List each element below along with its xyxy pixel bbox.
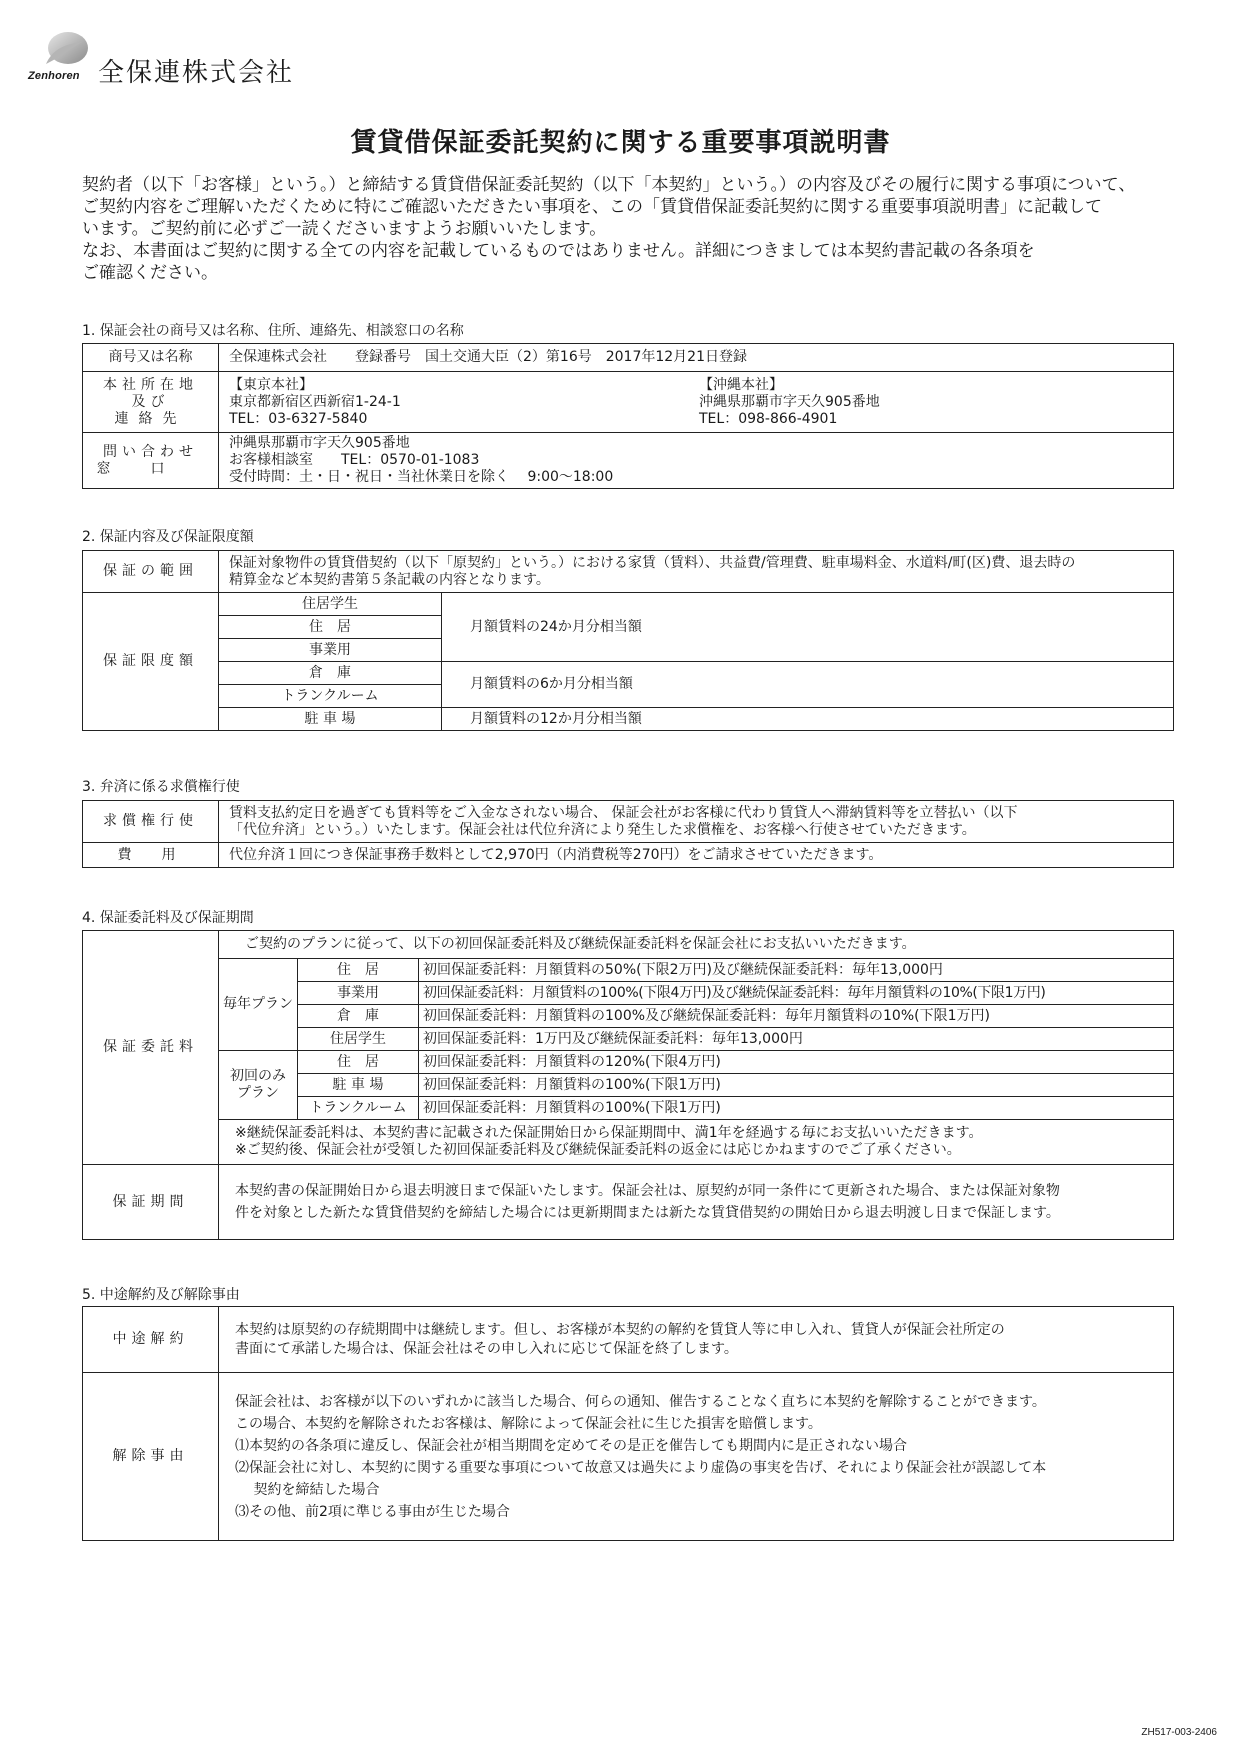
okinawa-office [689, 372, 1174, 433]
limit-row-type: 倉 庫 [219, 662, 442, 685]
range-line: 精算金など本契約書第５条記載の内容となります。 [229, 571, 550, 588]
inquiry-line: 受付時間：土・日・祝日・当社休業日を除く 9:00〜18:00 [229, 469, 614, 485]
section-3-title: 3. 弁済に係る求償権行使 [82, 779, 240, 795]
section-5-table [82, 1306, 1174, 1541]
recourse-body [219, 801, 1174, 843]
section-3-table [82, 800, 1174, 868]
annual-plan-label: 毎年プラン [219, 959, 298, 1051]
section-2-table [82, 550, 1174, 731]
fee-note: ※ご契約後、保証会社が受領した初回保証委託料及び継続保証委託料の返金には応じかねますのでご了承ください。 [235, 1142, 961, 1158]
section-4-title: 4. 保証委託料及び保証期間 [82, 910, 254, 926]
termination-body [219, 1373, 1174, 1541]
recourse-head: 求償権行使 [83, 801, 219, 843]
okinawa-line: 【沖縄本社】 [699, 376, 783, 393]
termination-head: 解除事由 [83, 1373, 219, 1541]
initial-plan-label [219, 1051, 298, 1120]
plan-row-type: 事業用 [298, 982, 419, 1005]
tokyo-line: TEL：03-6327-5840 [229, 410, 368, 427]
plan-row-type: 駐 車 場 [298, 1074, 419, 1097]
limit-row-type: 住 居 [219, 616, 442, 639]
section-4-table [82, 930, 1174, 1240]
plan-row-desc: 初回保証委託料：1万円及び継続保証委託料：毎年13,000円 [419, 1028, 1174, 1051]
intro-paragraph [82, 174, 1182, 284]
company-name: 全保連株式会社 [98, 58, 295, 88]
section-1-title: 1. 保証会社の商号又は名称、住所、連絡先、相談窓口の名称 [82, 323, 464, 339]
company-name-head: 商号又は名称 [83, 344, 219, 372]
tokyo-line: 【東京本社】 [229, 376, 313, 393]
fee-notes [219, 1120, 1174, 1165]
plan-row-desc: 初回保証委託料：月額賃料の100%及び継続保証委託料：毎年月額賃料の10%(下限1万円) [419, 1005, 1174, 1028]
section-2-title: 2. 保証内容及び保証限度額 [82, 529, 254, 545]
section-1-table [82, 343, 1174, 489]
limit-row-type: 駐 車 場 [219, 708, 442, 731]
limit-row-type: トランクルーム [219, 685, 442, 708]
head-line: 及び [131, 393, 170, 410]
inquiry-line: 沖縄県那覇市字天久905番地 [229, 435, 410, 451]
plan-row-type: 住 居 [298, 1051, 419, 1074]
limit-row-type: 事業用 [219, 639, 442, 662]
plan-row-desc: 初回保証委託料：月額賃料の100%(下限1万円) [419, 1074, 1174, 1097]
okinawa-line: TEL：098-866-4901 [699, 410, 838, 427]
cancel-line: 書面にて承諾した場合は、保証会社はその申し入れに応じて保証を終了します。 [235, 1340, 738, 1357]
fee-note: ※継続保証委託料は、本契約書に記載された保証開始日から保証期間中、満1年を経過する毎にお支払いいただきます。 [235, 1125, 983, 1141]
cancel-line: 本契約は原契約の存続期間中は継続します。但し、お客様が本契約の解約を賃貸人等に申し入れ、賃貸人が保証会社所定の [235, 1321, 1005, 1338]
head-line: 本社所在地 [103, 376, 198, 393]
initial-plan-line: 初回のみ [230, 1068, 286, 1084]
limit-amount: 月額賃料の24か月分相当額 [442, 593, 1174, 662]
plan-row-desc: 初回保証委託料：月額賃料の50%(下限2万円)及び継続保証委託料：毎年13,000円 [419, 959, 1174, 982]
termination-line: 保証会社は、お客様が以下のいずれかに該当した場合、何らの通知、催告することなく直ちに本契約を解除することができます。 [235, 1393, 1046, 1410]
section-5-title: 5. 中途解約及び解除事由 [82, 1287, 240, 1303]
head-line: 連絡先 [114, 410, 187, 427]
mid-cancel-body [219, 1307, 1174, 1373]
initial-plan-line: プラン [237, 1085, 279, 1101]
termination-line: ⑵保証会社に対し、本契約に関する重要な事項について故意又は過失により虚偽の事実を告げ、それにより保証会社が誤認して本 [235, 1459, 1047, 1476]
termination-line: 契約を締結した場合 [235, 1481, 380, 1498]
inquiry-body [219, 433, 1174, 489]
fee-head: 費 用 [83, 843, 219, 868]
range-line: 保証対象物件の賃貸借契約（以下「原契約」という。）における家賃（賃料）、共益費/管理費、駐車場料金、水道料/町(区)費、退去時の [229, 554, 1076, 571]
tokyo-line: 東京都新宿区西新宿1-24-1 [229, 393, 401, 410]
plan-row-type: トランクルーム [298, 1097, 419, 1120]
guarantee-limit-head: 保証限度額 [83, 593, 219, 731]
tokyo-office [219, 372, 690, 433]
guarantee-period-body [219, 1165, 1174, 1240]
limit-amount: 月額賃料の6か月分相当額 [442, 662, 1174, 708]
intro-line: います。ご契約前に必ずご一読くださいますようお願いいたします。 [82, 219, 607, 239]
limit-row-type: 住居学生 [219, 593, 442, 616]
termination-line: ⑶その他、前2項に準じる事由が生じた場合 [235, 1503, 510, 1520]
plan-row-desc: 初回保証委託料：月額賃料の100%(下限4万円)及び継続保証委託料：毎年月額賃料の10%(下限1万円) [419, 982, 1174, 1005]
period-line: 本契約書の保証開始日から退去明渡日まで保証いたします。保証会社は、原契約が同一条件にて更新された場合、または保証対象物 [235, 1183, 1060, 1199]
period-line: 件を対象とした新たな賃貸借契約を締結した場合には更新期間または新たな賃貸借契約の開始日から退去明渡し日まで保証します。 [235, 1205, 1060, 1221]
head-office-head [83, 372, 219, 433]
plan-row-type: 倉 庫 [298, 1005, 419, 1028]
document-code: ZH517-003-2406 [1141, 1727, 1217, 1738]
head-line: 窓口 [96, 460, 205, 477]
termination-line: ⑴本契約の各条項に違反し、保証会社が相当期間を定めてその是正を催告しても期間内に是正されない場合 [235, 1437, 907, 1454]
fee-intro: ご契約のプランに従って、以下の初回保証委託料及び継続保証委託料を保証会社にお支払いいただきます。 [219, 931, 1174, 959]
intro-line: 契約者（以下「お客様」という。）と締結する賃貸借保証委託契約（以下「本契約」という。）の内容及びその履行に関する事項について、 [82, 175, 1136, 195]
okinawa-line: 沖縄県那覇市字天久905番地 [699, 393, 880, 410]
limit-amount: 月額賃料の12か月分相当額 [442, 708, 1174, 731]
intro-line: なお、本書面はご契約に関する全ての内容を記載しているものではありません。詳細につきましては本契約書記載の各条項を [82, 241, 1035, 261]
company-name-body: 全保連株式会社 登録番号 国土交通大臣（2）第16号 2017年12月21日登録 [219, 344, 1174, 372]
head-line: 問い合わせ [103, 443, 198, 460]
guarantee-range-body [219, 551, 1174, 593]
guarantee-range-head: 保証の範囲 [83, 551, 219, 593]
mid-cancel-head: 中途解約 [83, 1307, 219, 1373]
plan-row-desc: 初回保証委託料：月額賃料の120%(下限4万円) [419, 1051, 1174, 1074]
inquiry-line: お客様相談室 TEL：0570-01-1083 [229, 452, 480, 468]
plan-row-type: 住 居 [298, 959, 419, 982]
inquiry-head [83, 433, 219, 489]
recourse-line: 賃料支払約定日を過ぎても賃料等をご入金なされない場合、 保証会社がお客様に代わり賃貸人へ滞納賃料等を立替払い（以下 [229, 804, 1018, 821]
company-logo [28, 30, 328, 90]
brand-name: Zenhoren [28, 70, 80, 82]
termination-line: この場合、本契約を解除されたお客様は、解除によって保証会社に生じた損害を賠償します。 [235, 1415, 822, 1432]
recourse-line: 「代位弁済」という。）いたします。保証会社は代位弁済により発生した求償権を、お客様へ行使させていただきます。 [229, 821, 976, 838]
guarantee-period-head: 保証期間 [83, 1165, 219, 1240]
plan-row-type: 住居学生 [298, 1028, 419, 1051]
intro-line: ご契約内容をご理解いただくために特にご確認いただきたい事項を、この「賃貸借保証委託契約に関する重要事項説明書」に記載して [82, 197, 1102, 217]
guarantee-fee-head: 保証委託料 [83, 931, 219, 1165]
zenhoren-logo-icon [38, 30, 90, 72]
fee-body: 代位弁済１回につき保証事務手数料として2,970円（内消費税等270円）をご請求させていただきます。 [219, 843, 1174, 868]
intro-line: ご確認ください。 [82, 263, 218, 283]
document-title: 賃貸借保証委託契約に関する重要事項説明書 [350, 128, 891, 158]
plan-row-desc: 初回保証委託料：月額賃料の100%(下限1万円) [419, 1097, 1174, 1120]
